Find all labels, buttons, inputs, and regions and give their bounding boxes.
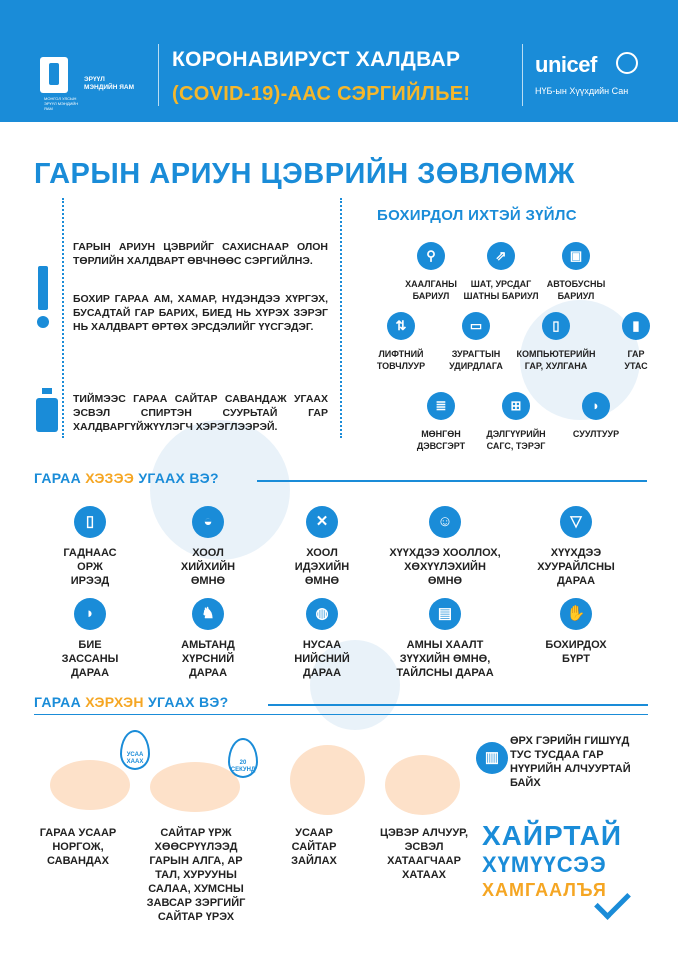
how-step-label-line: ТАЛ, ХУРУУНЫ <box>155 869 237 881</box>
dirty-item-label <box>590 348 678 372</box>
slogan-line1: ХАЙРТАЙ <box>482 820 623 851</box>
header-divider <box>158 44 159 106</box>
icon-glyph: ☺ <box>437 513 453 530</box>
when-item-label-line: ЗҮҮХИЙН ӨМНӨ, <box>399 653 491 665</box>
drop-text <box>120 752 150 766</box>
when-item-label <box>148 638 268 680</box>
when-item-label-line: ГАДНААС <box>63 547 117 559</box>
section-rule <box>257 480 647 482</box>
icon-glyph: ◗ <box>85 605 95 622</box>
how-step-label-line: САЙТАР <box>291 841 337 853</box>
towel-note-line: НҮҮРИЙН АЛЧУУРТАЙ <box>510 763 631 775</box>
when-item-label <box>516 546 636 588</box>
page-title: ГАРЫН АРИУН ЦЭВРИЙН ЗӨВЛӨМЖ <box>34 158 575 190</box>
when-item-label-line: ДАРАА <box>188 667 228 679</box>
icon-glyph: ✋ <box>566 605 586 622</box>
door-icon <box>74 506 106 538</box>
icon-glyph: ▮ <box>632 318 640 333</box>
dirty-item-label <box>530 278 622 302</box>
how-step-label <box>364 826 484 882</box>
icon-glyph: ◍ <box>315 605 329 622</box>
when-item-label <box>30 638 150 680</box>
when-item-label <box>516 638 636 666</box>
when-item-label <box>385 638 505 680</box>
when-item-label-line: ОРЖ <box>77 561 103 573</box>
icon-glyph: ⇗ <box>495 248 507 263</box>
dirty-item-label-line: СУУЛТУУР <box>572 429 620 439</box>
when-item-label-line: ХООЛ <box>192 547 224 559</box>
when-title-post: УГААХ ВЭ? <box>134 470 219 486</box>
how-step-label <box>18 826 138 868</box>
basket-icon <box>502 392 530 420</box>
dirty-item-label-line: БАРИУЛ <box>557 291 595 301</box>
when-item-label-line: АМНЫ ХААЛТ <box>406 639 484 651</box>
when-item-label-line: БҮРТ <box>562 653 590 665</box>
when-item-label-line: ДАРАА <box>70 667 110 679</box>
icon-glyph: ▣ <box>569 248 583 263</box>
when-item-label-line: БИЕ <box>78 639 102 651</box>
dirty-item-label-line: ШАТНЫ БАРИУЛ <box>463 291 539 301</box>
how-step-label-line: САЛАА, ХУМСНЫ <box>148 883 244 895</box>
when-item-label-line: БОХИРДОХ <box>545 639 607 651</box>
diaper-icon <box>560 506 592 538</box>
door-handle-icon <box>417 242 445 270</box>
how-step-label-line: ХӨӨСРҮҮЛЭЭД <box>154 841 238 853</box>
virus-bg-icon <box>150 420 290 560</box>
when-item-label-line: ТАЙЛСНЫ ДАРАА <box>396 667 494 679</box>
dirty-item-label <box>470 428 562 452</box>
header-title-line1: КОРОНАВИРУСТ ХАЛДВАР <box>172 48 461 71</box>
when-item-label-line: ХҮҮХДЭЭ ХООЛЛОХ, <box>389 547 501 559</box>
hands-drying-illustration <box>385 755 460 815</box>
dirty-item-label-line: МӨНГӨН <box>421 429 461 439</box>
dirty-item-label-line: САГС, ТЭРЭГ <box>486 441 546 451</box>
dirty-item-label-line: ДЭЛГҮҮРИЙН <box>486 429 546 439</box>
header-title-line2: (COVID-19)-ААС СЭРГИЙЛЬЕ! <box>172 83 471 105</box>
nose-icon <box>306 598 338 630</box>
icon-glyph: ⊞ <box>510 398 522 413</box>
toilet-icon <box>74 598 106 630</box>
icon-glyph: ✕ <box>315 513 329 530</box>
feeding-icon <box>429 506 461 538</box>
dirty-things-title: БОХИРДОЛ ИХТЭЙ ЗҮЙЛС <box>377 207 577 224</box>
phone-icon <box>622 312 650 340</box>
elevator-icon <box>387 312 415 340</box>
dirty-item-label <box>430 348 522 372</box>
when-item-label <box>262 546 382 588</box>
section-rule <box>268 704 648 706</box>
how-step-label <box>254 826 374 868</box>
dirty-item-label-line: ТОВЧЛУУР <box>376 361 426 371</box>
unicef-globe-icon <box>616 52 638 74</box>
how-step-label-line: САВАНДАХ <box>46 855 109 867</box>
icon-glyph: ♞ <box>201 605 215 622</box>
towel-note-line: ӨРХ ГЭРИЙН ГИШҮҮД <box>510 735 630 747</box>
how-step-label-line: НОРГОЖ, <box>52 841 104 853</box>
icon-glyph: ▽ <box>570 513 582 530</box>
dotted-divider <box>340 198 342 438</box>
dirty-item-label-line: ГАР, ХУЛГАНА <box>524 361 588 371</box>
when-title-pre: ГАРАА <box>34 470 86 486</box>
ministry-emblem-text: МОНГОЛ УЛСЫН ЭРҮҮЛ МЭНДИЙН ЯАМ <box>44 96 79 111</box>
when-item-label-line: ХҮРСНИЙ <box>181 653 235 665</box>
when-item-label-line: НУСАА <box>302 639 342 651</box>
dirty-item-label-line: ЛИФТНИЙ <box>378 349 424 359</box>
hands-scrubbing-illustration <box>150 762 240 812</box>
when-item-label-line: ӨМНӨ <box>304 575 340 587</box>
how-step-label-line: ГАРАА УСААР <box>39 827 117 839</box>
icon-glyph: ⚲ <box>426 248 436 263</box>
when-item-label-line: ХИЙХИЙН <box>180 561 236 573</box>
unicef-subtitle: НҮБ-ын Хүүхдийн Сан <box>535 86 629 96</box>
cat-icon <box>192 598 224 630</box>
dirty-item-label-line: ДЭВСГЭРТ <box>416 441 466 451</box>
computer-icon <box>542 312 570 340</box>
dirty-item-label-line: ШАТ, УРСДАГ <box>470 279 532 289</box>
fork-knife-icon <box>306 506 338 538</box>
dirty-item-label <box>550 428 642 440</box>
ministry-name <box>84 76 144 92</box>
when-item-label-line: НИЙСНИЙ <box>294 653 350 665</box>
cooking-pot-icon <box>192 506 224 538</box>
ministry-name-line: ЭРҮҮЛ <box>84 76 105 83</box>
icon-glyph: ▯ <box>552 318 560 333</box>
slogan-line3: ХАМГААЛЪЯ <box>482 880 607 900</box>
how-step-label <box>136 826 256 924</box>
towel-note <box>510 734 660 790</box>
dirty-item-label-line: БАРИУЛ <box>412 291 450 301</box>
dirty-item-label-line: УТАС <box>624 361 648 371</box>
when-item-label <box>385 546 505 588</box>
header-divider <box>522 44 523 106</box>
when-item-label-line: ХООЛ <box>306 547 338 559</box>
mask-icon <box>429 598 461 630</box>
how-step-label-line: ГАРЫН АЛГА, АР <box>149 855 243 867</box>
when-item-label-line: ДАРАА <box>556 575 596 587</box>
how-step-label-line: ЗАЙЛАХ <box>291 855 337 867</box>
icon-glyph: ≣ <box>435 398 447 413</box>
dirty-item-label-line: УДИРДЛАГА <box>449 361 503 371</box>
towel-icon: ▥ <box>476 742 508 774</box>
when-item-label-line: ИДЭХИЙН <box>294 561 350 573</box>
how-step-label-line: ХАТААГЧААР <box>387 855 461 867</box>
icon-glyph: ◒ <box>203 513 213 530</box>
unicef-logo: unicef <box>535 52 597 77</box>
how-step-label-line: САЙТАР ҮРЖ <box>160 827 232 839</box>
ministry-emblem-icon <box>40 57 68 93</box>
icon-glyph: ▭ <box>469 318 483 333</box>
drop-text <box>228 760 258 774</box>
when-item-label <box>148 546 268 588</box>
intro-paragraph: ТИЙМЭЭС ГАРАА САЙТАР САВАНДАЖ УГААХ ЭСВЭЛ СПИРТЭН СУУРЬТАЙ ГАР ХАЛДВАРГҮЙЖҮҮЛЭГЧ ХЭРЭГЛЭЭРЭЙ. <box>73 393 328 433</box>
how-step-label-line: ЗАВСАР ЗЭРГИЙГ <box>146 897 246 909</box>
dirty-item-label-line: ГАР <box>627 349 645 359</box>
hands-wetting-illustration <box>50 760 130 810</box>
drop-text-line: ХААХ <box>126 759 144 765</box>
how-step-label-line: ЭСВЭЛ <box>404 841 444 853</box>
icon-glyph: ▯ <box>85 513 95 530</box>
when-item-label-line: ИРЭЭД <box>70 575 110 587</box>
towel-note-line: БАЙХ <box>510 777 541 789</box>
how-step-label-line: УСААР <box>295 827 333 839</box>
slogan-line2: ХҮМҮҮСЭЭ <box>482 852 607 877</box>
when-item-label-line: ЗАССАНЫ <box>61 653 119 665</box>
icon-glyph: ◗ <box>592 398 600 413</box>
money-icon <box>427 392 455 420</box>
dirty-item-label-line: ХААЛГАНЫ <box>405 279 457 289</box>
how-step-label-line: САЙТАР ҮРЭХ <box>157 911 235 923</box>
tv-icon <box>462 312 490 340</box>
when-item-label-line: ӨМНӨ <box>190 575 226 587</box>
how-title <box>34 694 229 710</box>
towel-note-line: ТУС ТУСДАА ГАР <box>510 749 604 761</box>
header-banner <box>0 0 678 122</box>
when-item-label <box>262 638 382 680</box>
exclamation-icon <box>36 266 50 326</box>
dirty-item-label <box>510 348 602 372</box>
hands-rinsing-illustration <box>290 745 365 815</box>
when-item-label <box>30 546 150 588</box>
when-item-label-line: ХӨХҮҮЛЭХИЙН <box>404 561 486 573</box>
when-title-highlight: ХЭЗЭЭ <box>85 470 135 486</box>
when-title <box>34 470 219 486</box>
how-step-label-line: ХАТААХ <box>402 869 446 881</box>
intro-paragraph: БОХИР ГАРАА АМ, ХАМАР, НҮДЭНДЭЭ ХҮРГЭХ, БУСАДТАЙ ГАР БАРИХ, БИЕД НЬ ХҮРЭХ ЗЭРЭГ НЬ ХАЛДВАРТ ӨРТӨХ ЭРСДЭЛИЙГ ҮҮСГЭДЭГ. <box>73 293 328 333</box>
section-rule <box>34 714 648 715</box>
dirty-hand-icon <box>560 598 592 630</box>
dirty-item-label-line: АВТОБУСНЫ <box>546 279 606 289</box>
when-item-label-line: АМЬТАНД <box>181 639 235 651</box>
drop-text-line: 20 <box>239 760 247 766</box>
bus-icon <box>562 242 590 270</box>
how-title-pre: ГАРАА <box>34 694 86 710</box>
drop-text-line: УСАА <box>126 752 144 758</box>
when-item-label-line: ХУУРАЙЛСНЫ <box>537 561 615 573</box>
escalator-icon <box>487 242 515 270</box>
icon-glyph: ⇅ <box>395 318 407 333</box>
toilet-icon <box>582 392 610 420</box>
when-item-label-line: ХҮҮХДЭЭ <box>550 547 602 559</box>
ministry-name-line: МЭНДИЙН ЯАМ <box>84 84 134 91</box>
dirty-item-label-line: КОМПЬЮТЕРИЙН <box>516 349 596 359</box>
icon-glyph: ▤ <box>437 605 453 622</box>
when-item-label-line: ӨМНӨ <box>427 575 463 587</box>
how-title-post: УГААХ ВЭ? <box>143 694 229 710</box>
sanitizer-bottle-icon <box>36 388 58 432</box>
when-item-label-line: ДАРАА <box>302 667 342 679</box>
intro-paragraph: ГАРЫН АРИУН ЦЭВРИЙГ САХИСНААР ОЛОН ТӨРЛИЙН ХАЛДВАРТ ӨВЧНӨӨС СЭРГИЙЛНЭ. <box>73 241 328 267</box>
drop-text-line: СЕКУНД <box>230 767 256 773</box>
dirty-item-label-line: ЗУРАГТЫН <box>451 349 501 359</box>
how-title-highlight: ХЭРХЭН <box>85 694 144 710</box>
how-step-label-line: ЦЭВЭР АЛЧУУР, <box>379 827 469 839</box>
dotted-divider <box>62 198 64 438</box>
